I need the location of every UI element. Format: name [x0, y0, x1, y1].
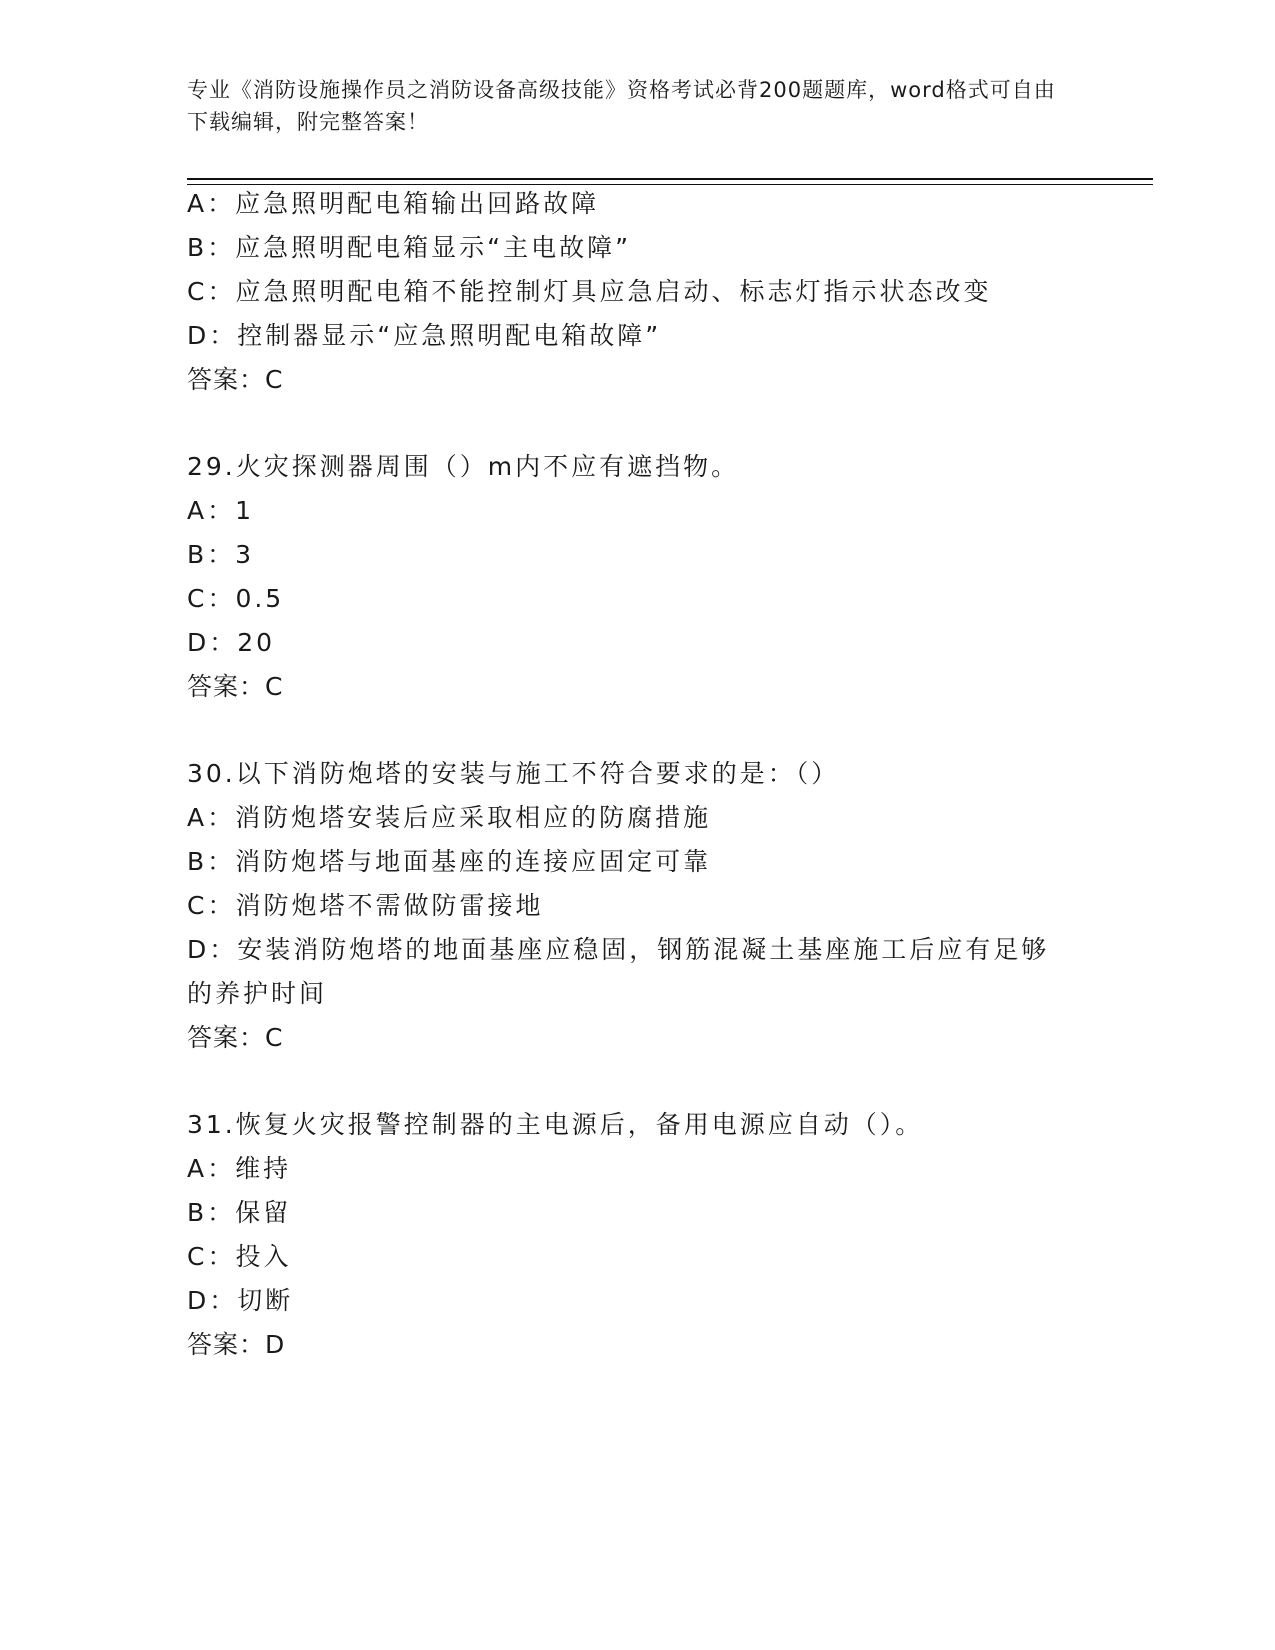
- q30-option-a: A：消防炮塔安装后应采取相应的防腐措施: [187, 803, 712, 832]
- q29-option-c: C：0.5: [187, 584, 285, 613]
- q30-option-d-continued: 的养护时间: [187, 979, 328, 1008]
- q31-option-d: D：切断: [187, 1286, 294, 1315]
- document-header: 专业《消防设施操作员之消防设备高级技能》资格考试必背200题题库，word格式可自由下载编辑，附完整答案！: [187, 78, 1056, 134]
- q29-option-b: B：3: [187, 540, 255, 569]
- q28-option-b: B：应急照明配电箱显示“主电故障”: [187, 233, 632, 262]
- q30-question: 30.以下消防炮塔的安装与施工不符合要求的是：（）: [187, 759, 840, 788]
- q31-option-a: A：维持: [187, 1154, 292, 1183]
- q31-option-b: B：保留: [187, 1198, 292, 1227]
- q29-question: 29.火灾探测器周围（）m内不应有遮挡物。: [187, 452, 740, 481]
- q30-answer: 答案：C: [187, 1023, 284, 1052]
- q29-option-a: A：1: [187, 496, 255, 525]
- q31-question: 31.恢复火灾报警控制器的主电源后，备用电源应自动（）。: [187, 1110, 924, 1139]
- q30-option-c: C：消防炮塔不需做防雷接地: [187, 891, 544, 920]
- header-rule-thin: [187, 184, 1153, 185]
- q29-option-d: D：20: [187, 628, 276, 657]
- q28-option-a: A：应急照明配电箱输出回路故障: [187, 189, 600, 218]
- q30-option-d: D：安装消防炮塔的地面基座应稳固，钢筋混凝土基座施工后应有足够: [187, 935, 1050, 964]
- header-rule-thick: [187, 178, 1153, 180]
- q31-answer: 答案：D: [187, 1330, 286, 1359]
- q31-option-c: C：投入: [187, 1242, 292, 1271]
- q30-option-b: B：消防炮塔与地面基座的连接应固定可靠: [187, 847, 712, 876]
- q28-option-c: C：应急照明配电箱不能控制灯具应急启动、标志灯指示状态改变: [187, 277, 992, 306]
- q29-answer: 答案：C: [187, 672, 284, 701]
- q28-option-d: D：控制器显示“应急照明配电箱故障”: [187, 321, 662, 350]
- q28-answer: 答案：C: [187, 365, 284, 394]
